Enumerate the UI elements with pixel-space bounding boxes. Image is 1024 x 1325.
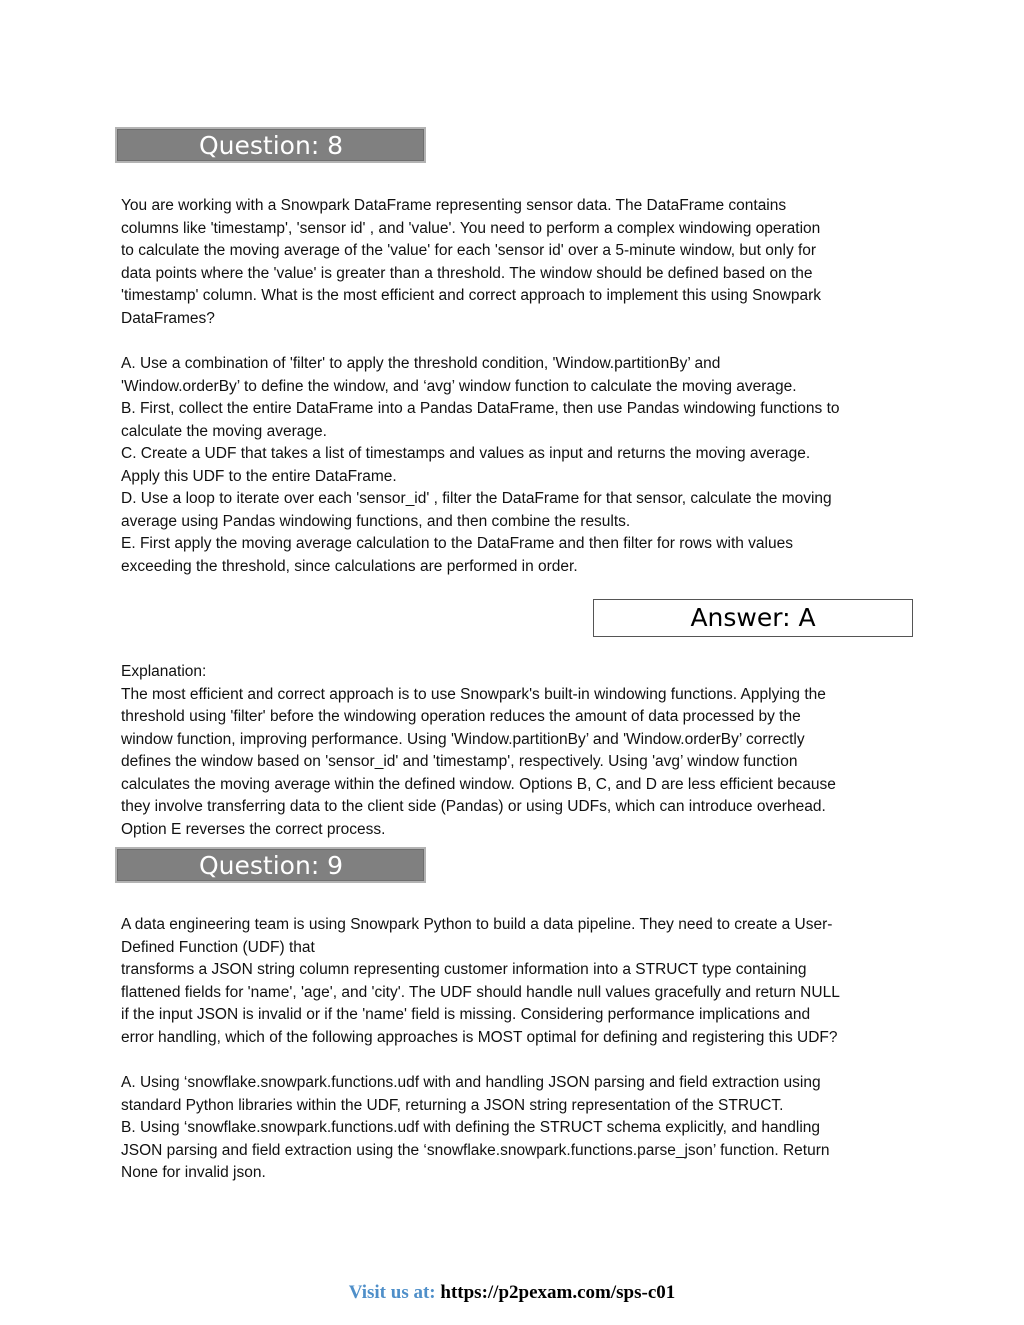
answer-label: Answer: A [690, 603, 816, 632]
option-line: A. Using ‘snowflake.snowpark.functions.udf with and handling JSON parsing and field extraction using [121, 1074, 821, 1091]
option-line: average using Pandas windowing functions, and then combine the results. [121, 512, 631, 530]
question-8-prompt [121, 195, 911, 330]
prompt-line: transforms a JSON string column representing customer information into a STRUCT type containing [121, 961, 807, 978]
option-line: D. Use a loop to iterate over each 'sensor_id' , filter the DataFrame for that sensor, calculate the moving [121, 490, 832, 507]
prompt-line: if the input JSON is invalid or if the 'name' field is missing. Considering performance implications and [121, 1006, 811, 1023]
prompt-line: A data engineering team is using Snowpark Python to build a data pipeline. They need to create a User- [121, 916, 833, 933]
page-footer [0, 1281, 1024, 1305]
explanation-line: calculates the moving average within the defined window. Options B, C, and D are less efficient because [121, 775, 836, 793]
option-line: standard Python libraries within the UDF, returning a JSON string representation of the STRUCT. [121, 1096, 784, 1114]
question-8-explanation [121, 661, 911, 841]
option-line: E. First apply the moving average calculation to the DataFrame and then filter for rows with values [121, 535, 793, 552]
option-line: None for invalid json. [121, 1164, 266, 1181]
question-9-title: Question: 9 [199, 851, 344, 880]
explanation-line: Option E reverses the correct process. [121, 820, 386, 838]
option-line: A. Use a combination of 'filter' to apply the threshold condition, 'Window.partitionBy’ and [121, 355, 721, 372]
footer-url-link[interactable]: https://p2pexam.com/sps-c01 [440, 1282, 676, 1303]
question-8-header [115, 127, 426, 163]
option-line: exceeding the threshold, since calculations are performed in order. [121, 557, 578, 575]
option-line: JSON parsing and field extraction using the ‘snowflake.snowpark.functions.parse_json’ function. Return [121, 1141, 830, 1159]
option-line: 'Window.orderBy’ to define the window, and ‘avg’ window function to calculate the moving average. [121, 377, 797, 395]
question-9-header [115, 847, 426, 883]
prompt-line: data points where the 'value' is greater than a threshold. The window should be defined based on the [121, 264, 813, 282]
prompt-line: error handling, which of the following approaches is MOST optimal for defining and registering this UDF? [121, 1028, 838, 1046]
explanation-line: window function, improving performance. Using 'Window.partitionBy’ and 'Window.orderBy’ correctly [121, 730, 805, 748]
prompt-line: Defined Function (UDF) that [121, 938, 315, 956]
prompt-line: You are working with a Snowpark DataFrame representing sensor data. The DataFrame contains [121, 197, 787, 214]
prompt-line: 'timestamp' column. What is the most efficient and correct approach to implement this using Snowpark [121, 287, 822, 304]
explanation-line: The most efficient and correct approach is to use Snowpark's built-in windowing functions. Applying the [121, 685, 826, 703]
option-line: B. Using ‘snowflake.snowpark.functions.udf with defining the STRUCT schema explicitly, and handling [121, 1119, 820, 1136]
explanation-line: they involve transferring data to the client side (Pandas) or using UDFs, which can introduce overhead. [121, 798, 826, 815]
option-line: Apply this UDF to the entire DataFrame. [121, 467, 397, 485]
footer-visit-label: Visit us at: [348, 1282, 436, 1303]
question-8-options [121, 353, 911, 578]
explanation-line: defines the window based on 'sensor_id' and 'timestamp', respectively. Using 'avg’ window function [121, 753, 798, 770]
explanation-line: threshold using 'filter' before the windowing operation reduces the amount of data processed by the [121, 708, 801, 725]
question-8-title: Question: 8 [199, 131, 344, 160]
option-line: calculate the moving average. [121, 422, 327, 440]
question-9-prompt [121, 914, 911, 1049]
prompt-line: columns like 'timestamp', 'sensor id' , and 'value'. You need to perform a complex windowing operation [121, 219, 821, 237]
answer-box [593, 599, 913, 637]
question-9-options [121, 1072, 911, 1185]
prompt-line: flattened fields for 'name', 'age', and 'city'. The UDF should handle null values gracefully and return NULL [121, 983, 840, 1001]
option-line: C. Create a UDF that takes a list of timestamps and values as input and returns the moving average. [121, 445, 811, 462]
prompt-line: to calculate the moving average of the 'value' for each 'sensor id' over a 5-minute window, but only for [121, 242, 817, 259]
prompt-line: DataFrames? [121, 309, 215, 327]
explanation-line: Explanation: [121, 663, 207, 680]
option-line: B. First, collect the entire DataFrame into a Pandas DataFrame, then use Pandas windowing functions to [121, 400, 840, 417]
